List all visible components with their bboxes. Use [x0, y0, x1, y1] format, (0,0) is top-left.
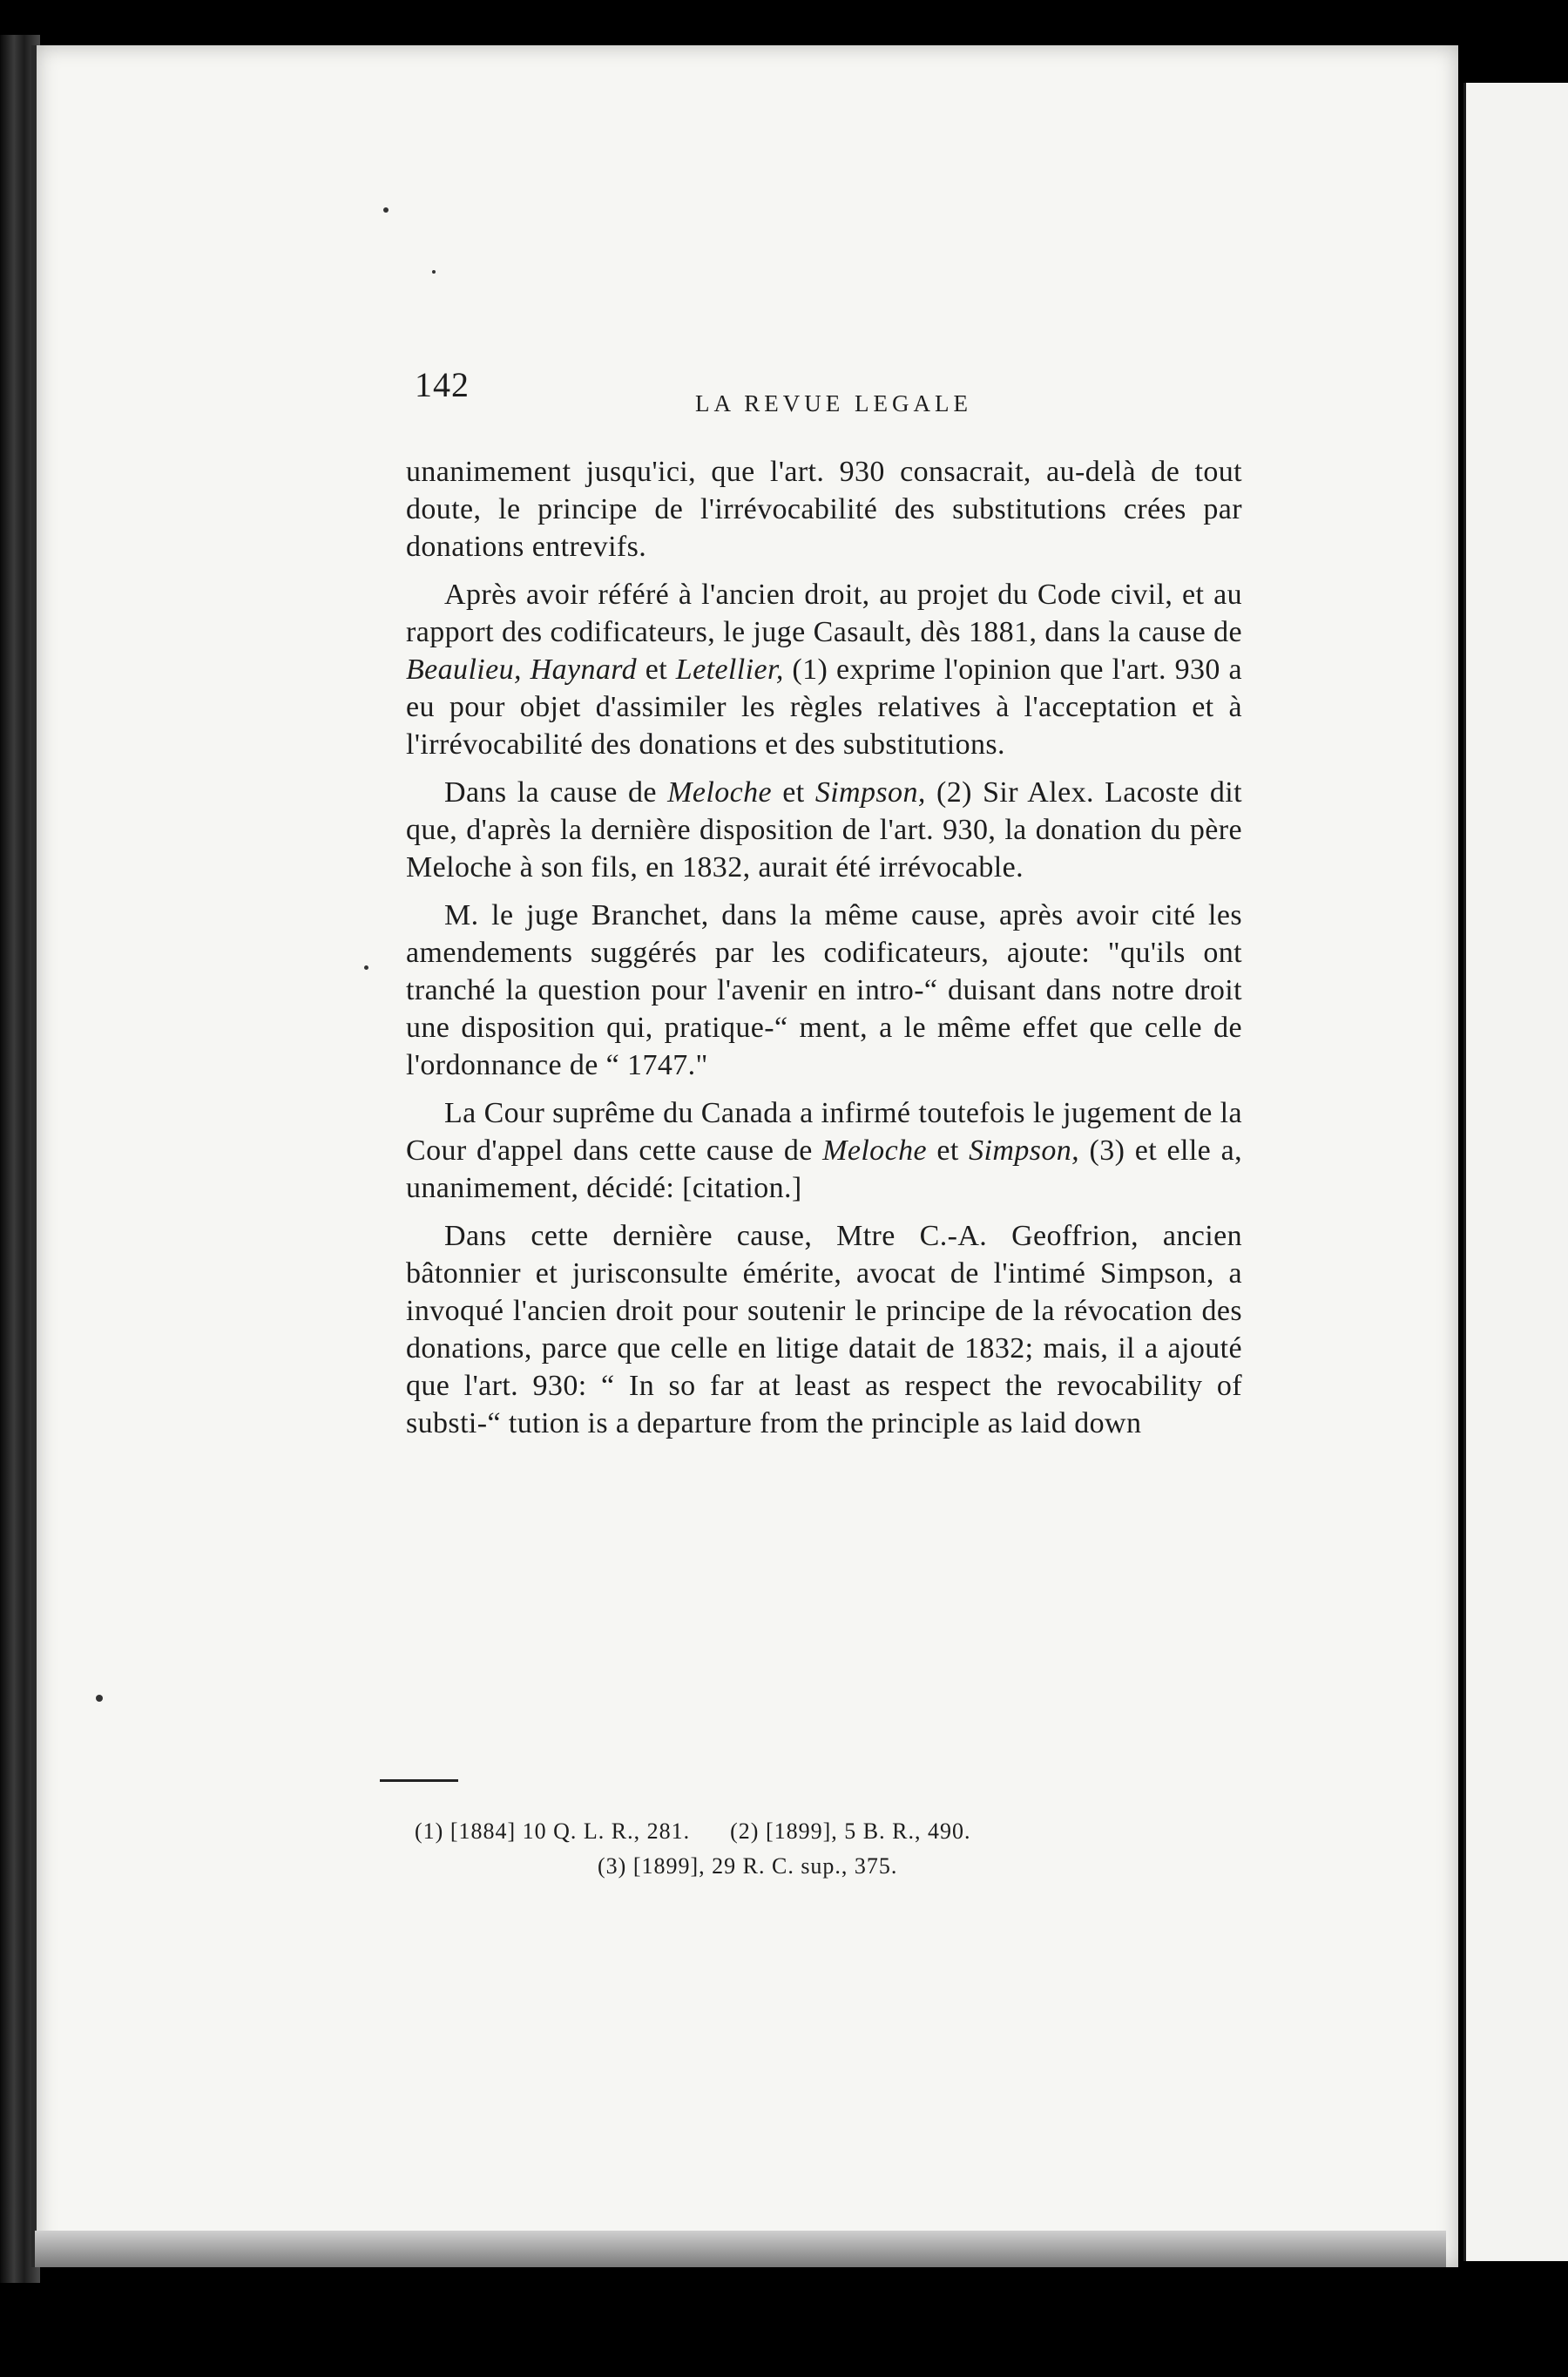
footnote-line [415, 1814, 1216, 1849]
scan-speck [432, 270, 436, 274]
case-name: Simpson, [814, 776, 926, 809]
case-name: Letellier, [675, 654, 784, 686]
paragraph: Dans cette dernière cause, Mtre C.-A. Geoffrion, ancien bâtonnier et jurisconsulte émérite, avocat de l'intimé Simpson, a invoqué l'ancien droit pour soutenir le principe de la révocation des donations, parce que celle en litige datait de 1832; mais, il a ajouté que l'art. 930: “ In so far at least as respect the revocability of substi-“ tution is a departure from the principle as laid down [406, 1220, 1242, 1439]
paragraph: unanimement jusqu'ici, que l'art. 930 consacrait, au-delà de tout doute, le principe de l'irrévocabilité des substitutions crées par donations entrevifs. [406, 456, 1242, 563]
scan-speck [383, 207, 389, 213]
footnotes [415, 1814, 1216, 1884]
running-head: LA REVUE LEGALE [695, 390, 972, 416]
page-number: 142 [415, 365, 470, 404]
paragraph: Après avoir référé à l'ancien droit, au projet du Code civil, et au rapport des codificateurs, le juge Casault, dès 1881, dans la cause de Beaulieu, Haynard et Letellier, (1) exprime l'opinion que l'art. 930 a eu pour objet d'assimiler les règles relatives à l'acceptation et à l'irrévocabilité des donations et des substitutions. [406, 579, 1242, 761]
facing-page-edge [1463, 83, 1568, 2261]
footnote-line [415, 1849, 1216, 1884]
paragraph: M. le juge Branchet, dans la même cause, après avoir cité les amendements suggérés par les codificateurs, ajoute: "qu'ils ont tranché la question pour l'avenir en intro-“ duisant dans notre droit une disposition qui, pratique-“ ment, a le même effet que celle de l'ordonnance de “ 1747." [406, 899, 1242, 1081]
case-name: Beaulieu, Haynard [406, 654, 638, 686]
footnote-divider [380, 1779, 458, 1782]
case-name: Meloche [667, 776, 772, 809]
paragraph: La Cour suprême du Canada a infirmé toutefois le jugement de la Cour d'appel dans cette cause de Meloche et Simpson, (3) et elle a, unanimement, décidé: [citation.] [406, 1097, 1242, 1204]
scan-speck [96, 1695, 103, 1702]
case-name: Simpson, [969, 1134, 1080, 1167]
footnote-2: (2) [1899], 5 B. R., 490. [730, 1818, 971, 1844]
paragraph: Dans la cause de Meloche et Simpson, (2) Sir Alex. Lacoste dit que, d'après la dernière disposition de l'art. 930, la donation du père Meloche à son fils, en 1832, aurait été irrévocable. [406, 776, 1242, 884]
page-bottom-shadow [35, 2231, 1446, 2267]
body-text [406, 453, 1242, 1453]
case-name: Meloche [822, 1134, 927, 1167]
footnote-3: (3) [1899], 29 R. C. sup., 375. [598, 1853, 898, 1879]
scan-speck [364, 965, 368, 970]
footnote-1: (1) [1884] 10 Q. L. R., 281. [415, 1818, 691, 1844]
